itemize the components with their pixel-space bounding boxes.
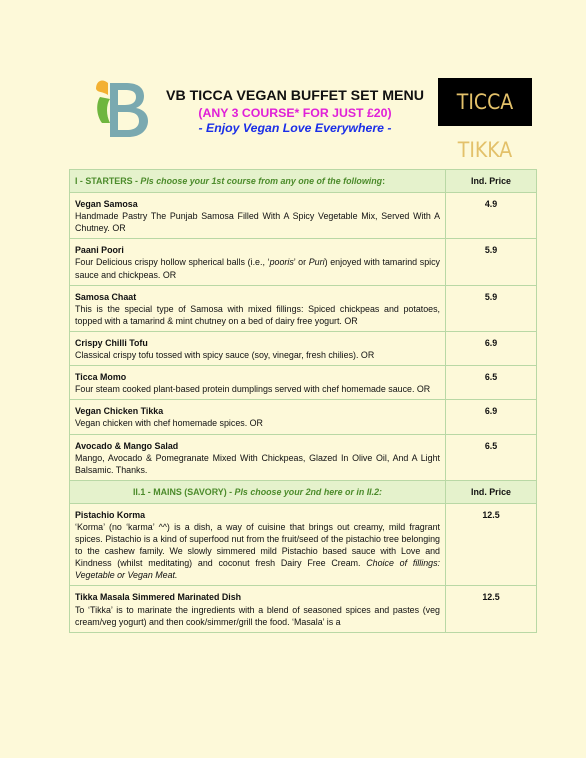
item-name: Crispy Chilli Tofu [75, 337, 148, 348]
item-price: 4.9 [446, 193, 537, 239]
item-price: 12.5 [446, 503, 537, 586]
desc-part: Four Delicious crispy hollow spherical balls (i.e., ‘ [75, 257, 270, 268]
item-name: Vegan Samosa [75, 199, 138, 210]
item-price: 5.9 [446, 285, 537, 331]
desc-italic: Puri [308, 257, 325, 268]
item-name: Tikka Masala Simmered Marinated Dish [75, 592, 242, 603]
item-description: Classical crispy tofu tossed with spicy sauce (soy, vinegar, fresh chilies). OR [75, 350, 375, 361]
ticca-tikka-logo: TICCA TIKKA [438, 78, 532, 126]
item-name: Vegan Chicken Tikka [75, 406, 164, 417]
page-title: VB TICCA VEGAN BUFFET SET MENU [165, 88, 424, 104]
desc-italic: pooris [269, 257, 294, 268]
menu-item-row [70, 434, 537, 480]
menu-item-row [70, 400, 537, 434]
item-price: 6.5 [446, 434, 537, 480]
section-header-starters [70, 170, 537, 193]
item-name: Paani Poori [75, 245, 124, 256]
price-offer: (ANY 3 COURSE* FOR JUST £20) [198, 106, 392, 120]
section-label: I - STARTERS - [75, 176, 141, 186]
item-description: To ‘Tikka’ is to marinate the ingredients with a blend of seasoned spices and pastes (veg cream/veg yogurt) and then cook/simmer/grill the food. ‘Masala’ is a [75, 604, 440, 627]
item-description: Vegan chicken with chef homemade spices. OR [75, 418, 263, 429]
item-description: Mango, Avocado & Pomegranate Mixed With Chickpeas, Glazed In Olive Oil, And A Light Balsamic. Thanks. [75, 452, 440, 475]
menu-item-row [70, 366, 537, 400]
item-price: 5.9 [446, 239, 537, 285]
price-column-header: Ind. Price [446, 480, 537, 503]
vb-logo-icon [92, 75, 152, 141]
menu-item-row [70, 239, 537, 285]
section-suffix: : [382, 176, 386, 186]
item-price: 6.9 [446, 331, 537, 365]
item-name: Avocado & Mango Salad [75, 440, 179, 451]
item-description [75, 256, 440, 280]
desc-part: ) enjoyed with tamarind spicy sauce and chickpeas. OR [75, 257, 440, 280]
item-description: Handmade Pastry The Punjab Samosa Filled With A Spicy Vegetable Mix, Served With A Chutney. OR [75, 211, 440, 234]
title-block [155, 88, 435, 136]
item-description: Four steam cooked plant-based protein dumplings served with chef homemade sauce. OR [75, 384, 431, 395]
menu-item-row [70, 503, 537, 586]
desc-italic: Choice of fillings: Vegetable or Vegan Meat. [75, 558, 440, 581]
section-header-mains [70, 480, 537, 503]
desc-part: ’ or [293, 257, 309, 268]
menu-item-row [70, 285, 537, 331]
price-column-header: Ind. Price [446, 170, 537, 193]
section-label: II.1 - MAINS (SAVORY) - [132, 486, 235, 497]
item-name: Ticca Momo [75, 372, 127, 383]
menu-item-row [70, 586, 537, 632]
item-price: 12.5 [446, 586, 537, 632]
menu-item-row [70, 331, 537, 365]
menu-table [69, 169, 537, 633]
item-name: Samosa Chaat [75, 291, 137, 302]
item-price: 6.5 [446, 366, 537, 400]
menu-item-row [70, 193, 537, 239]
section-instruction: Pls choose your 2nd here or in II.2: [234, 486, 383, 497]
desc-part: ‘Korma’ (no ‘karma’ ^^) is a dish, a way of cuisine that brings out creamy, mild fragrant spices. Pistachio is a kind of superfood nut from the fruit/seed of the pistachio tree belonging to the cashew family. We slowly simmered mild Pistachio based sauce with Love and Kindness (whilst meditating) and coconut fresh Dairy Free Cream. [75, 521, 440, 569]
section-instruction: Pls choose your 1st course from any one of the following [140, 176, 383, 186]
item-name: Pistachio Korma [75, 509, 146, 520]
menu-header [0, 0, 586, 160]
item-price: 6.9 [446, 400, 537, 434]
item-description: This is the special type of Samosa with mixed fillings: Spiced chickpeas and potatoes, topped with a tamarind & mint chutney on a bed of dairy free yogurt. OR [75, 303, 440, 326]
tagline: - Enjoy Vegan Love Everywhere - [198, 121, 392, 135]
item-description [75, 521, 440, 581]
